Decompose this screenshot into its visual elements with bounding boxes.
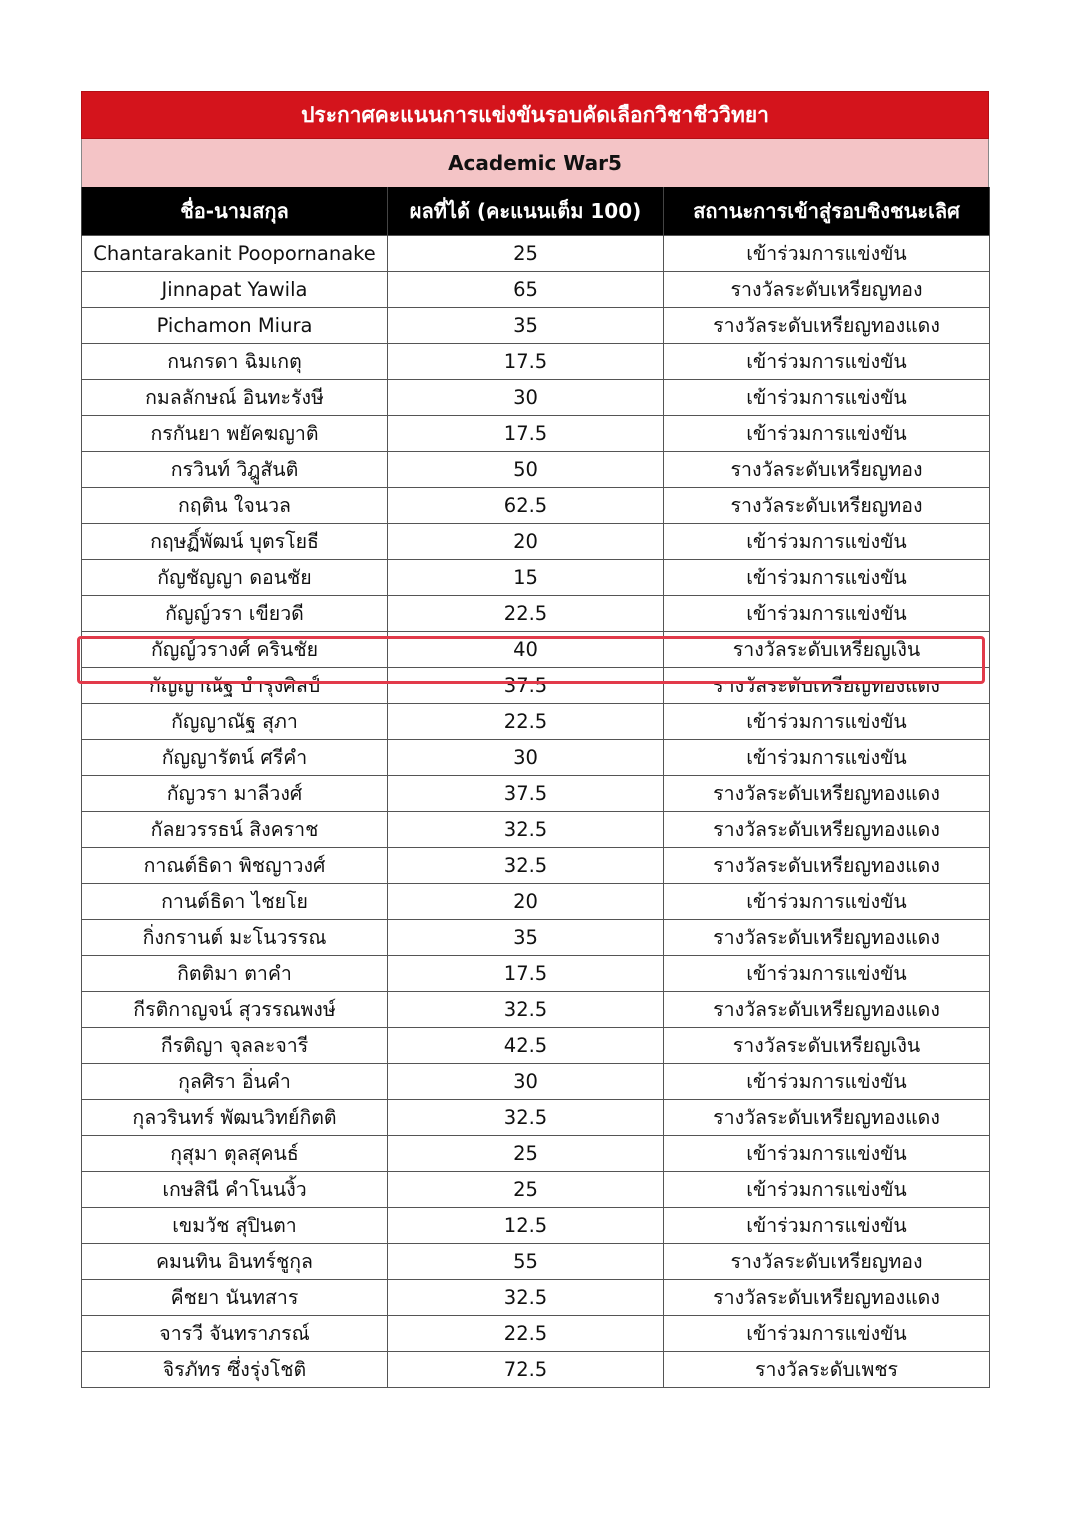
- cell-name: Jinnapat Yawila: [82, 272, 388, 308]
- table-row: [82, 344, 990, 380]
- cell-status: รางวัลระดับเหรียญทองแดง: [664, 668, 990, 704]
- cell-status: เข้าร่วมการแข่งขัน: [664, 596, 990, 632]
- table-row: [82, 308, 990, 344]
- cell-status: รางวัลระดับเพชร: [664, 1352, 990, 1388]
- table-row: [82, 632, 990, 668]
- table-row: [82, 1100, 990, 1136]
- cell-name: เกษสินี คำโนนงิ้ว: [82, 1172, 388, 1208]
- cell-name: กนกรดา ฉิมเกตุ: [82, 344, 388, 380]
- cell-score: 40: [388, 632, 664, 668]
- cell-name: จิรภัทร ซึ่งรุ่งโชติ: [82, 1352, 388, 1388]
- cell-status: รางวัลระดับเหรียญเงิน: [664, 1028, 990, 1064]
- cell-score: 65: [388, 272, 664, 308]
- table-row: [82, 776, 990, 812]
- cell-score: 25: [388, 236, 664, 272]
- table-row: [82, 704, 990, 740]
- table-row: [82, 812, 990, 848]
- cell-name: กฤติน ใจนวล: [82, 488, 388, 524]
- score-table: [81, 187, 990, 1388]
- cell-score: 30: [388, 740, 664, 776]
- cell-name: กานต์ธิดา ไชยโย: [82, 884, 388, 920]
- score-table-body: [82, 236, 990, 1388]
- announcement-title: ประกาศคะแนนการแข่งขันรอบคัดเลือกวิชาชีววิทยา: [81, 91, 989, 139]
- cell-status: รางวัลระดับเหรียญทอง: [664, 1244, 990, 1280]
- table-row: [82, 1136, 990, 1172]
- table-row: [82, 740, 990, 776]
- table-row: [82, 920, 990, 956]
- cell-name: กมลลักษณ์ อินทะรังษี: [82, 380, 388, 416]
- cell-score: 32.5: [388, 812, 664, 848]
- table-row: [82, 452, 990, 488]
- score-announcement-sheet: [81, 91, 989, 1388]
- cell-score: 42.5: [388, 1028, 664, 1064]
- cell-score: 72.5: [388, 1352, 664, 1388]
- cell-name: Chantarakanit Poopornanake: [82, 236, 388, 272]
- event-subtitle: Academic War5: [81, 139, 989, 187]
- cell-name: กัญญาณัฐ สุภา: [82, 704, 388, 740]
- cell-name: กรกันยา พยัคฆญาติ: [82, 416, 388, 452]
- table-row: [82, 1244, 990, 1280]
- cell-name: กุสุมา ตุลสุคนธ์: [82, 1136, 388, 1172]
- cell-status: เข้าร่วมการแข่งขัน: [664, 524, 990, 560]
- cell-name: กุลศิรา อิ่นคำ: [82, 1064, 388, 1100]
- table-row: [82, 488, 990, 524]
- table-row: [82, 524, 990, 560]
- cell-score: 30: [388, 380, 664, 416]
- cell-status: รางวัลระดับเหรียญทองแดง: [664, 848, 990, 884]
- table-row: [82, 1172, 990, 1208]
- cell-status: เข้าร่วมการแข่งขัน: [664, 560, 990, 596]
- table-row: [82, 560, 990, 596]
- table-row: [82, 1316, 990, 1352]
- cell-score: 15: [388, 560, 664, 596]
- table-row: [82, 1028, 990, 1064]
- table-row: [82, 1064, 990, 1100]
- cell-name: กีรติญา จุลละจารี: [82, 1028, 388, 1064]
- cell-status: เข้าร่วมการแข่งขัน: [664, 740, 990, 776]
- cell-score: 20: [388, 884, 664, 920]
- cell-status: เข้าร่วมการแข่งขัน: [664, 704, 990, 740]
- table-row: [82, 668, 990, 704]
- column-header-status: สถานะการเข้าสู่รอบชิงชนะเลิศ: [664, 187, 990, 236]
- cell-score: 55: [388, 1244, 664, 1280]
- cell-status: เข้าร่วมการแข่งขัน: [664, 1064, 990, 1100]
- table-row: [82, 272, 990, 308]
- cell-score: 25: [388, 1172, 664, 1208]
- cell-score: 35: [388, 920, 664, 956]
- table-row: [82, 848, 990, 884]
- cell-name: กัญญ์วรา เขียวดี: [82, 596, 388, 632]
- score-table-header: [82, 187, 990, 236]
- cell-name: เขมวัช สุปินตา: [82, 1208, 388, 1244]
- cell-name: กรวินท์ วิฎูสันติ: [82, 452, 388, 488]
- cell-status: เข้าร่วมการแข่งขัน: [664, 1208, 990, 1244]
- table-row: [82, 1352, 990, 1388]
- cell-status: เข้าร่วมการแข่งขัน: [664, 380, 990, 416]
- cell-score: 17.5: [388, 956, 664, 992]
- cell-score: 32.5: [388, 848, 664, 884]
- cell-name: กฤษฏิ์พัฒน์ บุตรโยธี: [82, 524, 388, 560]
- cell-score: 25: [388, 1136, 664, 1172]
- cell-score: 32.5: [388, 992, 664, 1028]
- cell-name: กัญชัญญา ดอนชัย: [82, 560, 388, 596]
- table-row: [82, 992, 990, 1028]
- cell-score: 30: [388, 1064, 664, 1100]
- cell-status: เข้าร่วมการแข่งขัน: [664, 956, 990, 992]
- column-header-name: ชื่อ-นามสกุล: [82, 187, 388, 236]
- cell-score: 32.5: [388, 1280, 664, 1316]
- cell-status: เข้าร่วมการแข่งขัน: [664, 884, 990, 920]
- cell-score: 35: [388, 308, 664, 344]
- cell-status: รางวัลระดับเหรียญทอง: [664, 272, 990, 308]
- cell-name: คมนทิน อินทร์ชูกุล: [82, 1244, 388, 1280]
- table-row: [82, 1208, 990, 1244]
- cell-status: รางวัลระดับเหรียญเงิน: [664, 632, 990, 668]
- cell-name: กีรติกาญจน์ สุวรรณพงษ์: [82, 992, 388, 1028]
- cell-status: รางวัลระดับเหรียญทอง: [664, 452, 990, 488]
- table-row: [82, 236, 990, 272]
- cell-name: กุลวรินทร์ พัฒนวิทย์กิตติ: [82, 1100, 388, 1136]
- cell-status: เข้าร่วมการแข่งขัน: [664, 1172, 990, 1208]
- cell-score: 37.5: [388, 776, 664, 812]
- cell-score: 12.5: [388, 1208, 664, 1244]
- cell-name: กัลยวรรธน์ สิงคราช: [82, 812, 388, 848]
- cell-name: กัญญารัตน์ ศรีคำ: [82, 740, 388, 776]
- cell-status: เข้าร่วมการแข่งขัน: [664, 1316, 990, 1352]
- cell-score: 32.5: [388, 1100, 664, 1136]
- cell-status: เข้าร่วมการแข่งขัน: [664, 236, 990, 272]
- cell-name: กิ่งกรานต์ มะโนวรรณ: [82, 920, 388, 956]
- cell-name: Pichamon Miura: [82, 308, 388, 344]
- table-row: [82, 956, 990, 992]
- cell-status: รางวัลระดับเหรียญทองแดง: [664, 920, 990, 956]
- cell-score: 62.5: [388, 488, 664, 524]
- cell-status: เข้าร่วมการแข่งขัน: [664, 1136, 990, 1172]
- cell-status: รางวัลระดับเหรียญทองแดง: [664, 812, 990, 848]
- cell-name: กัญญ์วรางศ์ ครินชัย: [82, 632, 388, 668]
- column-header-score: ผลที่ได้ (คะแนนเต็ม 100): [388, 187, 664, 236]
- cell-score: 37.5: [388, 668, 664, 704]
- cell-status: เข้าร่วมการแข่งขัน: [664, 344, 990, 380]
- table-row: [82, 416, 990, 452]
- cell-score: 22.5: [388, 1316, 664, 1352]
- cell-score: 17.5: [388, 416, 664, 452]
- cell-status: รางวัลระดับเหรียญทองแดง: [664, 1280, 990, 1316]
- cell-score: 20: [388, 524, 664, 560]
- cell-name: คีชยา นันทสาร: [82, 1280, 388, 1316]
- cell-status: รางวัลระดับเหรียญทองแดง: [664, 308, 990, 344]
- table-row: [82, 1280, 990, 1316]
- table-row: [82, 884, 990, 920]
- cell-score: 22.5: [388, 704, 664, 740]
- cell-name: จารวี จันทราภรณ์: [82, 1316, 388, 1352]
- cell-score: 22.5: [388, 596, 664, 632]
- cell-status: รางวัลระดับเหรียญทองแดง: [664, 992, 990, 1028]
- table-row: [82, 380, 990, 416]
- cell-status: เข้าร่วมการแข่งขัน: [664, 416, 990, 452]
- cell-score: 17.5: [388, 344, 664, 380]
- cell-status: รางวัลระดับเหรียญทอง: [664, 488, 990, 524]
- cell-status: รางวัลระดับเหรียญทองแดง: [664, 1100, 990, 1136]
- cell-score: 50: [388, 452, 664, 488]
- table-row: [82, 596, 990, 632]
- cell-name: กัญวรา มาลีวงศ์: [82, 776, 388, 812]
- cell-name: กิตติมา ตาคำ: [82, 956, 388, 992]
- cell-status: รางวัลระดับเหรียญทองแดง: [664, 776, 990, 812]
- cell-name: กาณต์ธิดา พิชญาวงศ์: [82, 848, 388, 884]
- cell-name: กัญญาณัฐ บำรุงศิลป์: [82, 668, 388, 704]
